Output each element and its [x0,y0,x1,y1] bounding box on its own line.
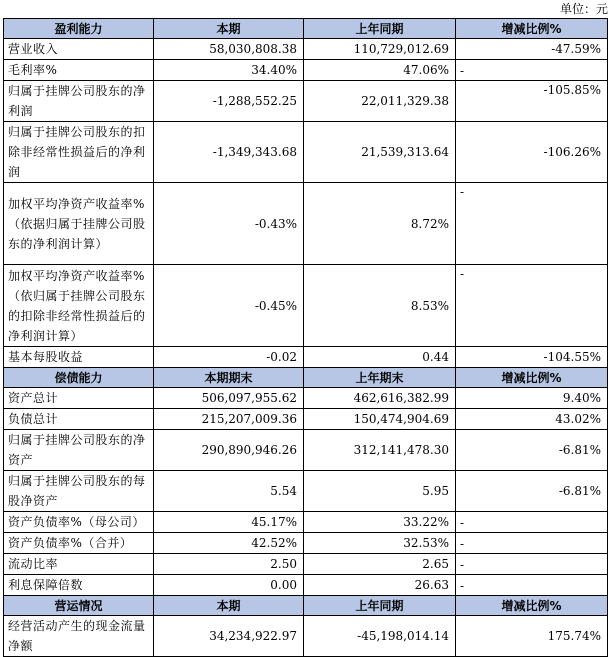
table-row [4,533,608,554]
row-change: - [456,575,608,596]
profit-header-row [4,19,608,39]
profit-header-previous: 上年同期 [304,19,456,39]
table-row [4,39,608,60]
row-label: 利息保障倍数 [4,575,154,596]
row-current: 5.54 [154,471,304,512]
row-change: - [456,60,608,81]
row-previous: 32.53% [304,533,456,554]
operation-header-current: 本期 [154,596,304,616]
row-label: 基本每股收益 [4,347,154,368]
row-previous: 5.95 [304,471,456,512]
row-change: -6.81% [456,471,608,512]
row-previous: 150,474,904.69 [304,409,456,430]
solvency-header-row [4,368,608,388]
table-row [4,60,608,81]
row-change: - [456,183,608,265]
row-change: -104.55% [456,347,608,368]
row-previous: 0.44 [304,347,456,368]
profit-header-current: 本期 [154,19,304,39]
row-current: 2.50 [154,554,304,575]
row-current: 34.40% [154,60,304,81]
row-current: 58,030,808.38 [154,39,304,60]
row-current: 506,097,955.62 [154,388,304,409]
row-label: 经营活动产生的现金流量净额 [4,616,154,657]
table-row [4,512,608,533]
solvency-header-change: 增减比例% [456,368,608,388]
row-label: 归属于挂牌公司股东的净利润 [4,81,154,122]
unit-label: 单位：元 [559,2,608,16]
row-previous: 21,539,313.64 [304,122,456,183]
row-label: 资产负债率%（母公司） [4,512,154,533]
solvency-header-title: 偿债能力 [4,368,154,388]
row-current: 290,890,946.26 [154,430,304,471]
row-change: -47.59% [456,39,608,60]
table-row [4,388,608,409]
row-previous: 22,011,329.38 [304,81,456,122]
row-previous: 110,729,012.69 [304,39,456,60]
row-label: 流动比率 [4,554,154,575]
row-change: 175.74% [456,616,608,657]
row-label: 归属于挂牌公司股东的每股净资产 [4,471,154,512]
table-row [4,81,608,122]
row-label: 归属于挂牌公司股东的扣除非经常性损益后的净利润 [4,122,154,183]
table-row [4,409,608,430]
financial-summary-table [3,18,608,657]
row-previous: 8.53% [304,265,456,347]
table-row [4,430,608,471]
row-previous: 33.22% [304,512,456,533]
row-change: -105.85% [456,81,608,122]
row-previous: 2.65 [304,554,456,575]
row-current: 0.00 [154,575,304,596]
row-label: 加权平均净资产收益率%（依归属于挂牌公司股东的扣除非经常性损益后的净利润计算） [4,265,154,347]
profit-header-title: 盈利能力 [4,19,154,39]
table-row [4,347,608,368]
profit-header-change: 增减比例% [456,19,608,39]
row-change: - [456,265,608,347]
row-change: 43.02% [456,409,608,430]
row-change: - [456,512,608,533]
table-row [4,265,608,347]
row-label: 加权平均净资产收益率%（依据归属于挂牌公司股东的净利润计算） [4,183,154,265]
row-previous: 26.63 [304,575,456,596]
solvency-header-previous: 上年期末 [304,368,456,388]
table-row [4,183,608,265]
row-current: -0.02 [154,347,304,368]
row-change: - [456,533,608,554]
row-current: 34,234,922.97 [154,616,304,657]
row-label: 资产总计 [4,388,154,409]
table-row [4,471,608,512]
row-change: -6.81% [456,430,608,471]
operation-header-change: 增减比例% [456,596,608,616]
row-current: 42.52% [154,533,304,554]
row-label: 负债总计 [4,409,154,430]
row-label: 归属于挂牌公司股东的净资产 [4,430,154,471]
row-current: -1,349,343.68 [154,122,304,183]
row-previous: 462,616,382.99 [304,388,456,409]
table-row [4,616,608,657]
row-current: 215,207,009.36 [154,409,304,430]
row-previous: -45,198,014.14 [304,616,456,657]
row-previous: 312,141,478.30 [304,430,456,471]
table-row [4,575,608,596]
row-current: -0.45% [154,265,304,347]
row-current: 45.17% [154,512,304,533]
row-label: 营业收入 [4,39,154,60]
operation-header-title: 营运情况 [4,596,154,616]
row-change: 9.40% [456,388,608,409]
row-previous: 8.72% [304,183,456,265]
row-current: -1,288,552.25 [154,81,304,122]
operation-header-previous: 上年同期 [304,596,456,616]
table-row [4,554,608,575]
operation-header-row [4,596,608,616]
solvency-header-current: 本期期末 [154,368,304,388]
row-label: 资产负债率%（合并） [4,533,154,554]
row-current: -0.43% [154,183,304,265]
row-label: 毛利率% [4,60,154,81]
row-previous: 47.06% [304,60,456,81]
row-change: -106.26% [456,122,608,183]
row-change: - [456,554,608,575]
table-row [4,122,608,183]
